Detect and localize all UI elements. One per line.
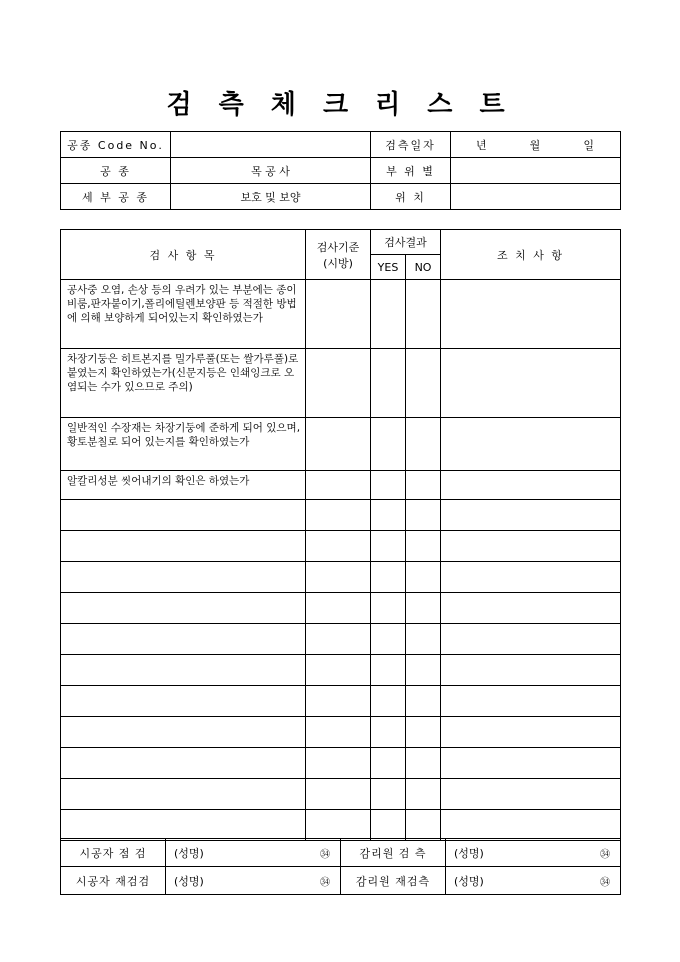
standard-cell-2[interactable] <box>306 349 371 418</box>
checklist-item-2-text: 차장기둥은 히트본지를 밀가루풀(또는 쌀가루풀)로 붙였는지 확인하였는가(신문지등은 인쇄잉크로 오염되는 수가 있으므로 주의) <box>67 353 299 393</box>
yes-cell-empty[interactable] <box>371 531 406 562</box>
checklist-item-3 <box>61 418 306 471</box>
no-cell-4[interactable] <box>406 471 441 500</box>
standard-cell-empty[interactable] <box>306 531 371 562</box>
no-cell-empty[interactable] <box>406 717 441 748</box>
table-row <box>61 349 621 418</box>
inspection-date-value[interactable] <box>451 132 621 158</box>
location-value[interactable] <box>451 184 621 210</box>
detail-work-type-label: 세 부 공 종 <box>61 184 171 210</box>
checklist-item-empty[interactable] <box>61 717 306 748</box>
action-cell-empty[interactable] <box>441 717 621 748</box>
checklist-item-1-text: 공사중 오염, 손상 등의 우려가 있는 부분에는 종이비룸,판자붙이기,폴리에틸렌보양판 등 적절한 방법에 의해 보양하게 되어있는지 확인하였는가 <box>67 284 297 324</box>
no-cell-empty[interactable] <box>406 562 441 593</box>
supervisor-check-signature[interactable] <box>446 839 621 867</box>
no-cell-3[interactable] <box>406 418 441 471</box>
checklist-item-empty[interactable] <box>61 624 306 655</box>
table-row <box>61 655 621 686</box>
yes-cell-empty[interactable] <box>371 686 406 717</box>
signature-table <box>60 838 621 895</box>
yes-cell-empty[interactable] <box>371 500 406 531</box>
action-cell-empty[interactable] <box>441 562 621 593</box>
table-row <box>61 471 621 500</box>
table-row <box>61 500 621 531</box>
table-row <box>61 810 621 841</box>
no-cell-empty[interactable] <box>406 748 441 779</box>
standard-cell-empty[interactable] <box>306 748 371 779</box>
checklist-item-4 <box>61 471 306 500</box>
seal-icon: ㉞ <box>320 877 330 888</box>
action-cell-empty[interactable] <box>441 500 621 531</box>
standard-cell-3[interactable] <box>306 418 371 471</box>
table-row <box>61 748 621 779</box>
standard-cell-empty[interactable] <box>306 593 371 624</box>
action-cell-empty[interactable] <box>441 779 621 810</box>
seal-icon: ㉞ <box>320 849 330 860</box>
yes-cell-3[interactable] <box>371 418 406 471</box>
table-row <box>61 867 621 895</box>
action-cell-empty[interactable] <box>441 810 621 841</box>
checklist-table <box>60 229 621 841</box>
yes-cell-4[interactable] <box>371 471 406 500</box>
table-row <box>61 839 621 867</box>
checklist-item-2 <box>61 349 306 418</box>
col-header-yes: YES <box>371 255 406 280</box>
standard-cell-empty[interactable] <box>306 655 371 686</box>
supervisor-recheck-signature[interactable] <box>446 867 621 895</box>
date-month-label: 월 <box>529 138 542 152</box>
action-cell-empty[interactable] <box>441 531 621 562</box>
code-no-value[interactable] <box>171 132 371 158</box>
checklist-item-empty[interactable] <box>61 500 306 531</box>
action-cell-empty[interactable] <box>441 748 621 779</box>
contractor-check-signature[interactable] <box>166 839 341 867</box>
yes-cell-2[interactable] <box>371 349 406 418</box>
supervisor-check-name: (성명) <box>454 846 484 860</box>
yes-cell-empty[interactable] <box>371 779 406 810</box>
no-cell-empty[interactable] <box>406 593 441 624</box>
checklist-item-1 <box>61 280 306 349</box>
yes-cell-empty[interactable] <box>371 810 406 841</box>
table-row <box>61 531 621 562</box>
standard-cell-empty[interactable] <box>306 779 371 810</box>
action-cell-3[interactable] <box>441 418 621 471</box>
checklist-item-empty[interactable] <box>61 748 306 779</box>
action-cell-empty[interactable] <box>441 593 621 624</box>
inspection-date-label: 검측일자 <box>371 132 451 158</box>
no-cell-2[interactable] <box>406 349 441 418</box>
no-cell-empty[interactable] <box>406 655 441 686</box>
supervisor-recheck-label: 감리원 재검측 <box>341 867 446 895</box>
no-cell-empty[interactable] <box>406 624 441 655</box>
no-cell-empty[interactable] <box>406 810 441 841</box>
checklist-item-3-text: 일반적인 수장재는 차장기둥에 준하게 되어 있으며, 황토분칠로 되어 있는지를 확인하였는가 <box>67 422 301 448</box>
table-row <box>61 779 621 810</box>
checklist-item-empty[interactable] <box>61 779 306 810</box>
action-cell-empty[interactable] <box>441 655 621 686</box>
yes-cell-1[interactable] <box>371 280 406 349</box>
standard-cell-empty[interactable] <box>306 810 371 841</box>
date-year-label: 년 <box>476 138 488 152</box>
col-header-result: 검사결과 <box>371 230 441 255</box>
standard-cell-empty[interactable] <box>306 500 371 531</box>
work-type-label: 공 종 <box>61 158 171 184</box>
work-type-value[interactable]: 목 공 사 <box>171 158 371 184</box>
table-row <box>61 158 621 184</box>
detail-work-type-value[interactable]: 보호 및 보양 <box>171 184 371 210</box>
col-header-item: 검 사 항 목 <box>61 230 306 280</box>
supervisor-recheck-name: (성명) <box>454 874 484 888</box>
seal-icon: ㉞ <box>600 877 610 888</box>
date-day-label: 일 <box>583 138 595 152</box>
table-row <box>61 132 621 158</box>
checklist-item-empty[interactable] <box>61 531 306 562</box>
yes-cell-empty[interactable] <box>371 748 406 779</box>
yes-cell-empty[interactable] <box>371 593 406 624</box>
col-header-action: 조 치 사 항 <box>441 230 621 280</box>
no-cell-empty[interactable] <box>406 500 441 531</box>
standard-cell-1[interactable] <box>306 280 371 349</box>
standard-cell-empty[interactable] <box>306 624 371 655</box>
header-info-table <box>60 131 621 210</box>
yes-cell-empty[interactable] <box>371 655 406 686</box>
table-row <box>61 418 621 471</box>
checklist-item-empty[interactable] <box>61 686 306 717</box>
no-cell-empty[interactable] <box>406 686 441 717</box>
standard-cell-empty[interactable] <box>306 686 371 717</box>
contractor-check-label: 시공자 점 검 <box>61 839 166 867</box>
no-cell-empty[interactable] <box>406 531 441 562</box>
seal-icon: ㉞ <box>600 849 610 860</box>
checklist-item-empty[interactable] <box>61 655 306 686</box>
code-no-label: 공종 Code No. <box>61 132 171 158</box>
part-value[interactable] <box>451 158 621 184</box>
yes-cell-empty[interactable] <box>371 624 406 655</box>
action-cell-empty[interactable] <box>441 686 621 717</box>
col-header-standard <box>306 230 371 280</box>
part-label: 부 위 별 <box>371 158 451 184</box>
table-row <box>61 717 621 748</box>
contractor-recheck-name: (성명) <box>174 874 204 888</box>
supervisor-check-label: 감리원 검 측 <box>341 839 446 867</box>
checklist-item-4-text: 알칼리성분 씻어내기의 확인은 하였는가 <box>67 475 250 487</box>
checklist-item-empty[interactable] <box>61 593 306 624</box>
contractor-recheck-label: 시공자 재검검 <box>61 867 166 895</box>
table-row <box>61 624 621 655</box>
table-header-row <box>61 230 621 255</box>
table-row <box>61 562 621 593</box>
yes-cell-empty[interactable] <box>371 562 406 593</box>
location-label: 위 치 <box>371 184 451 210</box>
standard-cell-empty[interactable] <box>306 562 371 593</box>
action-cell-2[interactable] <box>441 349 621 418</box>
contractor-recheck-signature[interactable] <box>166 867 341 895</box>
yes-cell-empty[interactable] <box>371 717 406 748</box>
checklist-item-empty[interactable] <box>61 810 306 841</box>
page-title: 검 측 체 크 리 스 트 <box>166 90 514 120</box>
no-cell-empty[interactable] <box>406 779 441 810</box>
standard-cell-empty[interactable] <box>306 717 371 748</box>
table-row <box>61 593 621 624</box>
action-cell-4[interactable] <box>441 471 621 500</box>
checklist-item-empty[interactable] <box>61 562 306 593</box>
action-cell-1[interactable] <box>441 280 621 349</box>
action-cell-empty[interactable] <box>441 624 621 655</box>
col-header-standard-line2: (시방) <box>323 256 353 270</box>
contractor-check-name: (성명) <box>174 846 204 860</box>
standard-cell-4[interactable] <box>306 471 371 500</box>
table-row <box>61 280 621 349</box>
table-row <box>61 686 621 717</box>
col-header-no: NO <box>406 255 441 280</box>
col-header-standard-line1: 검사기준 <box>316 240 360 254</box>
table-row <box>61 184 621 210</box>
no-cell-1[interactable] <box>406 280 441 349</box>
